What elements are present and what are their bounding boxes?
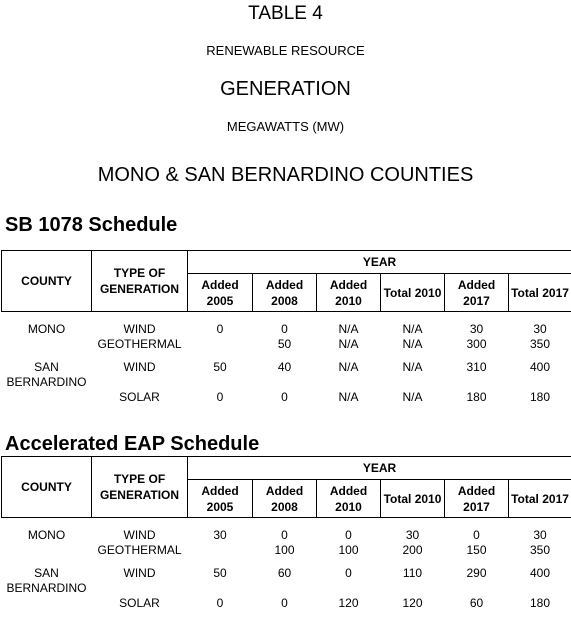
total-2010-cell: 110 (402, 566, 423, 580)
type-cell: WIND (123, 322, 156, 336)
added-2010-cell: N/A (338, 322, 359, 336)
county-cell: SAN BERNARDINO (6, 360, 87, 389)
units-label: MEGAWATTS (MW) (226, 119, 345, 134)
type-cell: SOLAR (119, 390, 160, 404)
added-2005-cell: 30 (213, 528, 227, 542)
col-added-2010-header: Added 2010 (317, 480, 381, 518)
added-2005-cell: 0 (216, 596, 224, 610)
county-cell (2, 390, 92, 405)
added-2008-cell: 60 (277, 566, 292, 580)
total-2010-cell: 30 (405, 528, 420, 542)
col-type-header: TYPE OF GENERATION (92, 457, 188, 518)
type-cell: GEOTHERMAL (97, 337, 182, 351)
added-2005-cell: 0 (216, 390, 224, 404)
added-2008-cell: 0 (281, 322, 288, 336)
total-2010-cell: N/A (402, 322, 423, 336)
added-2008-cell: 0 (281, 390, 288, 404)
subtitle-generation: GENERATION (220, 78, 351, 100)
total-2017-cell: 30 (533, 322, 547, 336)
added-2005-cell (188, 543, 253, 558)
total-2010-cell: 120 (402, 596, 423, 610)
added-2017-cell: 0 (473, 528, 480, 542)
table-row (2, 360, 571, 390)
type-cell: WIND (123, 360, 156, 374)
table-row (2, 528, 571, 543)
schedule-table-accelerated-eap (1, 456, 571, 611)
added-2008-cell: 50 (277, 337, 292, 351)
added-2005-cell: 0 (216, 322, 224, 336)
added-2010-cell: 120 (338, 596, 359, 610)
table-row (2, 543, 571, 558)
schedule-table-sb1078 (1, 250, 571, 405)
total-2010-cell: N/A (402, 360, 423, 374)
table-row (2, 566, 571, 596)
total-2017-cell: 350 (530, 337, 551, 351)
added-2008-cell: 40 (277, 360, 292, 374)
col-added-2008-header: Added 2008 (253, 480, 317, 518)
added-2008-cell: 0 (281, 528, 288, 542)
total-2017-cell: 400 (530, 360, 551, 374)
schedule-title-sb1078: SB 1078 Schedule (5, 214, 178, 236)
added-2008-cell: 100 (274, 543, 295, 557)
county-cell: SAN BERNARDINO (6, 566, 87, 595)
added-2010-cell: N/A (338, 390, 359, 404)
total-2010-cell: N/A (402, 390, 423, 404)
col-added-2017-header: Added 2017 (445, 480, 509, 518)
added-2017-cell: 300 (466, 337, 487, 351)
table-row (2, 390, 571, 405)
schedule-title-accelerated-eap: Accelerated EAP Schedule (5, 433, 260, 455)
county-cell: MONO (27, 322, 66, 336)
col-added-2005-header: Added 2005 (188, 274, 253, 312)
col-county-header: COUNTY (2, 457, 92, 518)
total-2017-cell: 30 (533, 528, 547, 542)
col-added-2008-header: Added 2008 (253, 274, 317, 312)
added-2017-cell: 60 (469, 596, 484, 610)
region-title: MONO & SAN BERNARDINO COUNTIES (97, 164, 474, 186)
county-cell (2, 543, 92, 558)
county-cell: MONO (27, 528, 66, 542)
added-2005-cell: 50 (213, 566, 227, 580)
col-year-header: YEAR (188, 251, 571, 274)
total-2017-cell: 180 (530, 596, 551, 610)
col-total-2010-header: Total 2010 (381, 274, 445, 312)
county-cell (2, 596, 92, 611)
col-year-header: YEAR (188, 457, 571, 480)
added-2017-cell: 290 (466, 566, 487, 580)
total-2010-cell: N/A (402, 337, 423, 351)
col-added-2017-header: Added 2017 (445, 274, 509, 312)
added-2017-cell: 150 (466, 543, 487, 557)
added-2017-cell: 180 (466, 390, 487, 404)
total-2017-cell: 350 (530, 543, 551, 557)
col-added-2010-header: Added 2010 (317, 274, 381, 312)
added-2017-cell: 310 (466, 360, 487, 374)
total-2010-cell: 200 (402, 543, 423, 557)
col-type-header: TYPE OF GENERATION (92, 251, 188, 312)
type-cell: SOLAR (119, 596, 160, 610)
subtitle-renewable-resource: RENEWABLE RESOURCE (206, 43, 365, 58)
county-cell (2, 337, 92, 352)
type-cell: WIND (123, 566, 156, 580)
table-row (2, 337, 571, 352)
added-2010-cell: 100 (338, 543, 359, 557)
table-number: TABLE 4 (248, 3, 323, 24)
col-county-header: COUNTY (2, 251, 92, 312)
total-2017-cell: 180 (530, 390, 551, 404)
added-2008-cell: 0 (281, 596, 288, 610)
added-2005-cell (188, 337, 253, 352)
added-2010-cell: N/A (338, 360, 359, 374)
added-2017-cell: 30 (469, 322, 484, 336)
type-cell: GEOTHERMAL (97, 543, 182, 557)
col-total-2017-header: Total 2017 (509, 480, 571, 518)
type-cell: WIND (123, 528, 156, 542)
table-row (2, 322, 571, 337)
col-total-2010-header: Total 2010 (381, 480, 445, 518)
col-added-2005-header: Added 2005 (188, 480, 253, 518)
added-2005-cell: 50 (213, 360, 227, 374)
added-2010-cell: 0 (345, 528, 352, 542)
table-row (2, 596, 571, 611)
col-total-2017-header: Total 2017 (509, 274, 571, 312)
total-2017-cell: 400 (530, 566, 551, 580)
added-2010-cell: 0 (345, 566, 352, 580)
added-2010-cell: N/A (338, 337, 359, 351)
